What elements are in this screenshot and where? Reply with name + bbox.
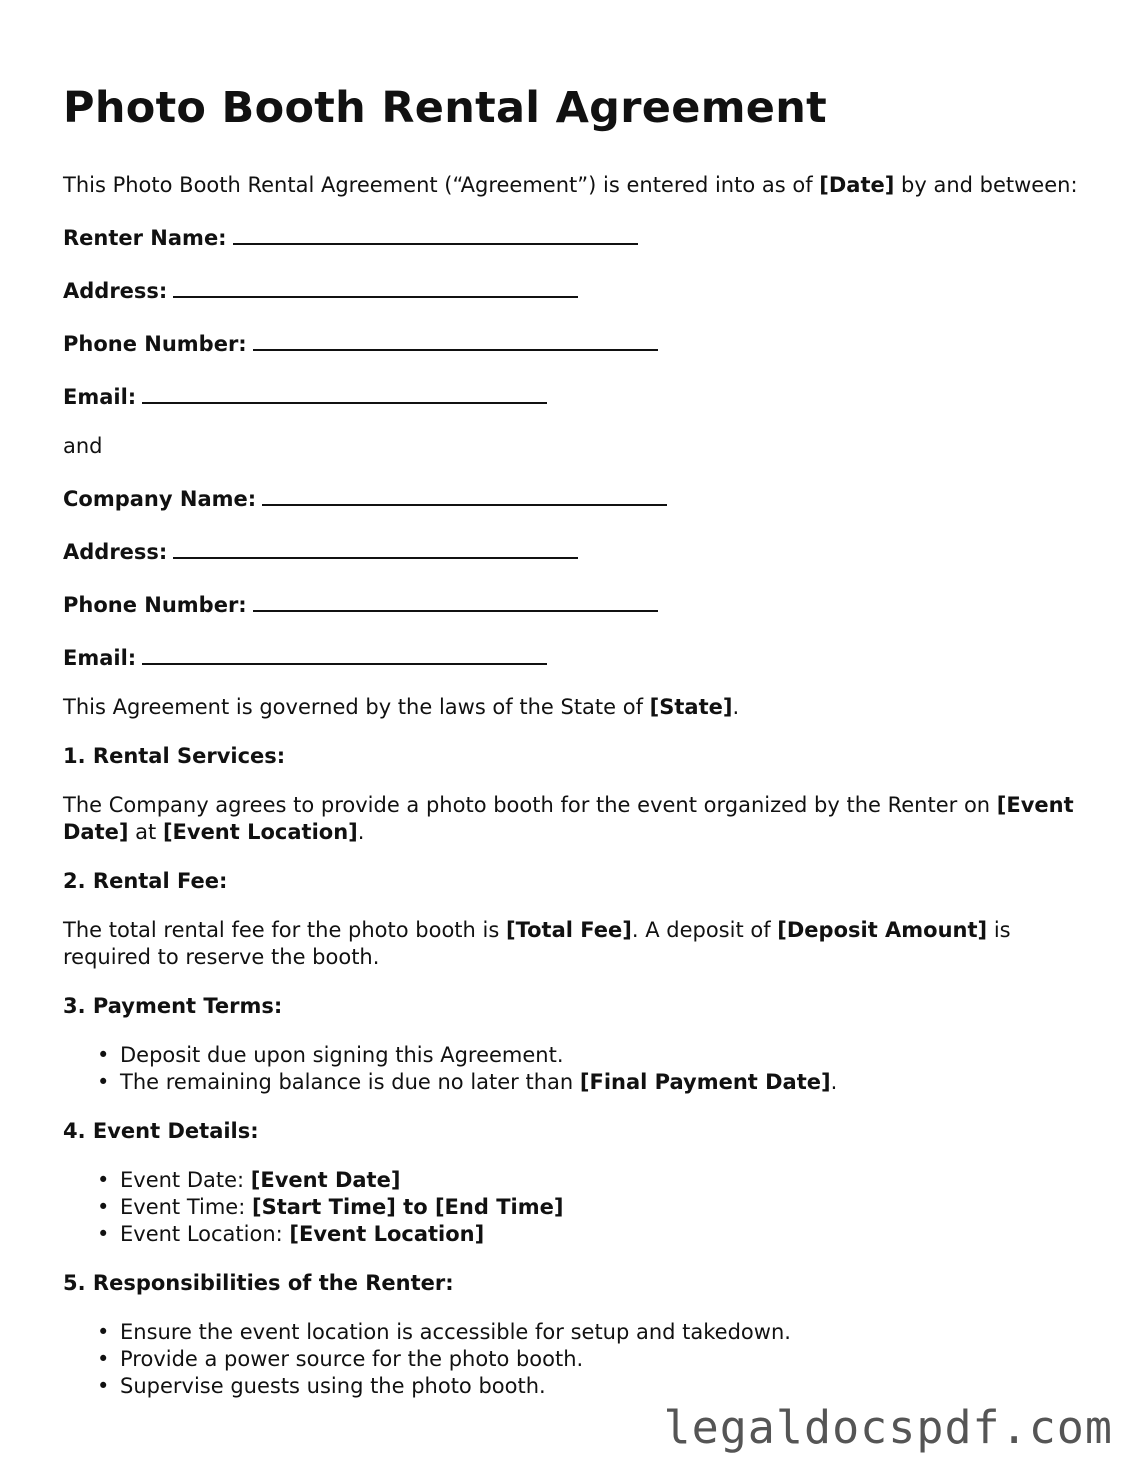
bullet-icon: • bbox=[97, 1222, 110, 1246]
renter-name-blank[interactable] bbox=[233, 221, 638, 245]
bullet-icon: • bbox=[97, 1374, 110, 1398]
section-2-heading: 2. Rental Fee: bbox=[63, 869, 228, 893]
site-watermark: legaldocspdf.com bbox=[663, 1401, 1113, 1454]
payment-terms-list bbox=[63, 1042, 1103, 1096]
list-item: • The remaining balance is due no later than [Final Payment Date]. bbox=[97, 1070, 838, 1094]
renter-responsibilities-list bbox=[63, 1319, 1103, 1400]
list-item: • Supervise guests using the photo booth. bbox=[97, 1374, 546, 1398]
list-item: • Event Date: [Event Date] bbox=[97, 1168, 401, 1192]
list-item: • Event Time: [Start Time] to [End Time] bbox=[97, 1195, 564, 1219]
renter-phone-field[interactable]: Phone Number: bbox=[63, 327, 1103, 358]
bullet-icon: • bbox=[97, 1043, 110, 1067]
bullet-icon: • bbox=[97, 1195, 110, 1219]
bullet-icon: • bbox=[97, 1070, 110, 1094]
date-placeholder: [Date] bbox=[819, 173, 895, 197]
state-placeholder: [State] bbox=[649, 695, 733, 719]
renter-phone-blank[interactable] bbox=[253, 327, 658, 351]
renter-email-blank[interactable] bbox=[142, 380, 547, 404]
list-item: • Deposit due upon signing this Agreement. bbox=[97, 1043, 564, 1067]
renter-name-field[interactable]: Renter Name: bbox=[63, 221, 1103, 252]
and-text: and bbox=[63, 434, 103, 458]
section-2-text: The total rental fee for the photo booth is [Total Fee]. A deposit of [Deposit Amount] is required to reserve the booth. bbox=[63, 918, 1011, 969]
governing-law-paragraph: This Agreement is governed by the laws of the State of [State]. bbox=[63, 695, 740, 719]
company-email-field[interactable]: Email: bbox=[63, 641, 1103, 672]
bullet-icon: • bbox=[97, 1320, 110, 1344]
list-item: • Provide a power source for the photo booth. bbox=[97, 1347, 584, 1371]
renter-address-blank[interactable] bbox=[173, 274, 578, 298]
intro-paragraph: This Photo Booth Rental Agreement (“Agreement”) is entered into as of [Date] by and between: bbox=[63, 173, 1078, 197]
event-details-list bbox=[63, 1167, 1103, 1248]
company-address-field[interactable]: Address: bbox=[63, 535, 1103, 566]
renter-address-field[interactable]: Address: bbox=[63, 274, 1103, 305]
document-title: Photo Booth Rental Agreement bbox=[63, 83, 828, 133]
company-name-blank[interactable] bbox=[262, 482, 667, 506]
company-phone-field[interactable]: Phone Number: bbox=[63, 588, 1103, 619]
company-name-field[interactable]: Company Name: bbox=[63, 482, 1103, 513]
company-address-blank[interactable] bbox=[173, 535, 578, 559]
bullet-icon: • bbox=[97, 1168, 110, 1192]
bullet-icon: • bbox=[97, 1347, 110, 1371]
section-3-heading: 3. Payment Terms: bbox=[63, 994, 283, 1018]
section-4-heading: 4. Event Details: bbox=[63, 1119, 259, 1143]
agreement-document bbox=[63, 80, 1103, 1422]
company-phone-blank[interactable] bbox=[253, 588, 658, 612]
list-item: • Ensure the event location is accessible for setup and takedown. bbox=[97, 1320, 791, 1344]
section-1-text: The Company agrees to provide a photo booth for the event organized by the Renter on [Event Date] at [Event Location]. bbox=[63, 793, 1074, 844]
renter-email-field[interactable]: Email: bbox=[63, 380, 1103, 411]
section-5-heading: 5. Responsibilities of the Renter: bbox=[63, 1271, 454, 1295]
company-email-blank[interactable] bbox=[142, 641, 547, 665]
list-item: • Event Location: [Event Location] bbox=[97, 1222, 485, 1246]
section-1-heading: 1. Rental Services: bbox=[63, 744, 286, 768]
